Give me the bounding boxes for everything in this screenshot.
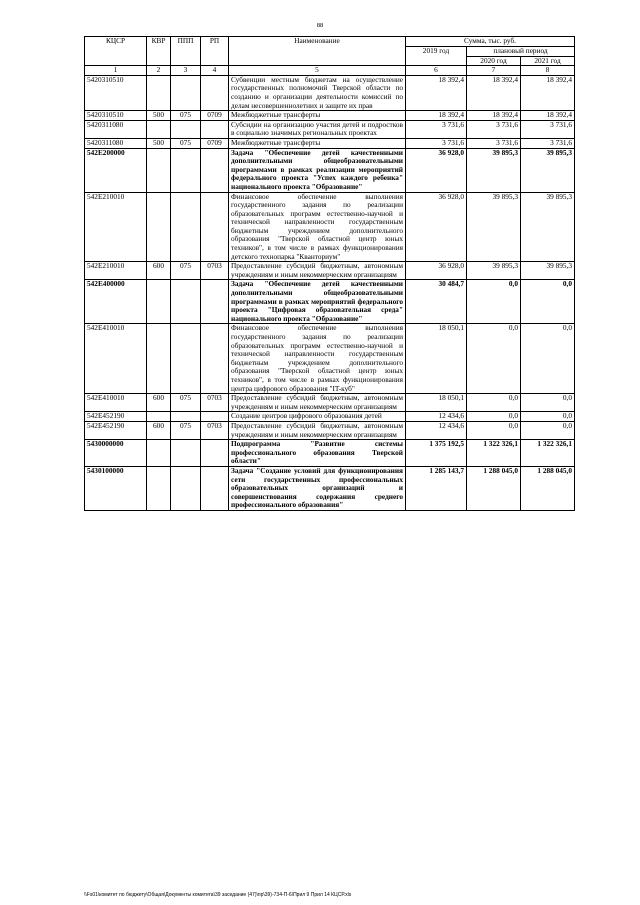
sum-2021-cell: 0,0 — [521, 324, 575, 394]
sum-2020-cell: 18 392,4 — [467, 111, 521, 121]
table-row — [85, 394, 575, 412]
kvr-cell — [147, 412, 171, 422]
kcsr-cell: 542E452190 — [85, 412, 147, 422]
ppp-cell: 075 — [171, 394, 201, 412]
sum-2020-cell: 0,0 — [467, 421, 521, 439]
kvr-cell — [147, 324, 171, 394]
kvr-cell — [147, 75, 171, 110]
kcsr-cell: 5430000000 — [85, 440, 147, 467]
sum-2019-cell: 3 731,6 — [406, 138, 467, 148]
name-cell: Субвенции местным бюджетам на осуществление государственных полномочий Тверской области по созданию и организации деятельности комиссий по делам несовершеннолетних и защите их прав — [229, 75, 406, 110]
header-sum-title: Сумма, тыс. руб. — [406, 37, 575, 47]
table-row — [85, 412, 575, 422]
kvr-cell: 600 — [147, 421, 171, 439]
rp-cell — [201, 412, 229, 422]
ppp-cell — [171, 466, 201, 510]
ppp-cell: 075 — [171, 138, 201, 148]
rp-cell: 0709 — [201, 111, 229, 121]
kcsr-cell: 5420310510 — [85, 75, 147, 110]
sum-2020-cell: 39 895,3 — [467, 192, 521, 262]
name-cell: Подпрограмма "Развитие системы профессионального образования Тверской области" — [229, 440, 406, 467]
sum-2019-cell: 30 484,7 — [406, 280, 467, 324]
kvr-cell — [147, 192, 171, 262]
kcsr-cell: 542E452190 — [85, 421, 147, 439]
kvr-cell: 500 — [147, 138, 171, 148]
sum-2019-cell: 1 285 143,7 — [406, 466, 467, 510]
kvr-cell — [147, 148, 171, 192]
kvr-cell — [147, 466, 171, 510]
ppp-cell — [171, 280, 201, 324]
header-year-2021: 2021 год — [521, 56, 575, 66]
sum-2020-cell: 18 392,4 — [467, 75, 521, 110]
ppp-cell — [171, 412, 201, 422]
sum-2021-cell: 0,0 — [521, 280, 575, 324]
ppp-cell — [171, 75, 201, 110]
header-rp: РП — [201, 37, 229, 66]
ppp-cell: 075 — [171, 262, 201, 280]
header-year-2020: 2020 год — [467, 56, 521, 66]
kcsr-cell: 5430100000 — [85, 466, 147, 510]
name-cell: Предоставление субсидий бюджетным, автономным учреждениям и иным некоммерческим организациям — [229, 394, 406, 412]
kvr-cell: 600 — [147, 394, 171, 412]
sum-2020-cell: 1 288 045,0 — [467, 466, 521, 510]
table-row — [85, 421, 575, 439]
table-row — [85, 280, 575, 324]
sum-2020-cell: 0,0 — [467, 394, 521, 412]
sum-2021-cell: 18 392,4 — [521, 111, 575, 121]
ppp-cell: 075 — [171, 421, 201, 439]
header-plan-period: плановый период — [467, 47, 575, 57]
sum-2019-cell: 12 434,6 — [406, 412, 467, 422]
sum-2019-cell: 18 050,1 — [406, 394, 467, 412]
sum-2020-cell: 0,0 — [467, 412, 521, 422]
table-row — [85, 262, 575, 280]
header-name: Наименование — [229, 37, 406, 66]
kcsr-cell: 542E410010 — [85, 394, 147, 412]
column-number: 1 — [85, 66, 147, 76]
table-row — [85, 440, 575, 467]
rp-cell: 0703 — [201, 262, 229, 280]
sum-2019-cell: 12 434,6 — [406, 421, 467, 439]
table-row — [85, 148, 575, 192]
sum-2021-cell: 3 731,6 — [521, 120, 575, 138]
budget-table — [84, 36, 575, 511]
sum-2019-cell: 18 392,4 — [406, 75, 467, 110]
rp-cell: 0703 — [201, 421, 229, 439]
sum-2021-cell: 0,0 — [521, 421, 575, 439]
kcsr-cell: 542E200000 — [85, 148, 147, 192]
ppp-cell — [171, 120, 201, 138]
name-cell: Задача "Создание условий для функционирования сети государственных профессиональных образовательных организаций и совершенствования содержания среднего профессионального образования" — [229, 466, 406, 510]
sum-2019-cell: 1 375 192,5 — [406, 440, 467, 467]
name-cell: Предоставление субсидий бюджетным, автономным учреждениям и иным некоммерческим организациям — [229, 421, 406, 439]
table-row — [85, 466, 575, 510]
kvr-cell — [147, 440, 171, 467]
sum-2021-cell: 0,0 — [521, 394, 575, 412]
rp-cell — [201, 466, 229, 510]
kvr-cell: 500 — [147, 111, 171, 121]
kcsr-cell: 542E210010 — [85, 192, 147, 262]
sum-2021-cell: 3 731,6 — [521, 138, 575, 148]
column-number: 2 — [147, 66, 171, 76]
rp-cell — [201, 75, 229, 110]
sum-2019-cell: 18 392,4 — [406, 111, 467, 121]
rp-cell: 0709 — [201, 138, 229, 148]
header-year-2019: 2019 год — [406, 47, 467, 66]
sum-2021-cell: 39 895,3 — [521, 148, 575, 192]
ppp-cell — [171, 324, 201, 394]
name-cell: Межбюджетные трансферты — [229, 111, 406, 121]
kvr-cell — [147, 280, 171, 324]
name-cell: Субсидии на организацию участия детей и подростков в социально значимых региональных проектах — [229, 120, 406, 138]
table-row — [85, 111, 575, 121]
column-number: 5 — [229, 66, 406, 76]
header-kvr: КВР — [147, 37, 171, 66]
kcsr-cell: 5420311080 — [85, 120, 147, 138]
ppp-cell — [171, 440, 201, 467]
sum-2021-cell: 1 288 045,0 — [521, 466, 575, 510]
sum-2021-cell: 18 392,4 — [521, 75, 575, 110]
rp-cell — [201, 192, 229, 262]
column-number: 6 — [406, 66, 467, 76]
sum-2021-cell: 39 895,3 — [521, 262, 575, 280]
table-row — [85, 324, 575, 394]
table-row — [85, 138, 575, 148]
ppp-cell: 075 — [171, 111, 201, 121]
kcsr-cell: 5420311080 — [85, 138, 147, 148]
page-number: 88 — [316, 22, 324, 29]
header-kcsr: КЦСР — [85, 37, 147, 66]
sum-2021-cell: 1 322 326,1 — [521, 440, 575, 467]
header-ppp: ППП — [171, 37, 201, 66]
file-path-footer: \\Fs01\комитет по бюджету\Общая\Документы комитета\39 заседание (47)\пр\39)-734-П-6\Прил 9 Прил 14 КЦСР.xls — [84, 892, 352, 898]
sum-2019-cell: 18 050,1 — [406, 324, 467, 394]
rp-cell — [201, 324, 229, 394]
kcsr-cell: 542E400000 — [85, 280, 147, 324]
rp-cell — [201, 440, 229, 467]
name-cell: Задача "Обеспечение детей качественными дополнительными общеобразовательными программами в рамках мероприятий федерального проекта "Цифровая образовательная среда" национального проекта "Образование" — [229, 280, 406, 324]
name-cell: Предоставление субсидий бюджетным, автономным учреждениям и иным некоммерческим организациям — [229, 262, 406, 280]
name-cell: Создание центров цифрового образования детей — [229, 412, 406, 422]
name-cell: Межбюджетные трансферты — [229, 138, 406, 148]
table-row — [85, 75, 575, 110]
column-number: 3 — [171, 66, 201, 76]
sum-2019-cell: 36 928,0 — [406, 192, 467, 262]
rp-cell — [201, 120, 229, 138]
kcsr-cell: 542E210010 — [85, 262, 147, 280]
sum-2021-cell: 39 895,3 — [521, 192, 575, 262]
sum-2020-cell: 0,0 — [467, 280, 521, 324]
budget-table-body — [85, 75, 575, 510]
rp-cell — [201, 280, 229, 324]
rp-cell — [201, 148, 229, 192]
kcsr-cell: 542E410010 — [85, 324, 147, 394]
column-number: 8 — [521, 66, 575, 76]
name-cell: Финансовое обеспечение выполнения государственного задания по реализации образовательных программ естественно-научной и технической направленности государственным бюджетным учреждением дополнительного образования "Тверской областной центр юных техников", в том числе в рамках функционирования детского технопарка "Кванториум" — [229, 192, 406, 262]
sum-2020-cell: 3 731,6 — [467, 138, 521, 148]
ppp-cell — [171, 148, 201, 192]
sum-2019-cell: 36 928,0 — [406, 148, 467, 192]
name-cell: Финансовое обеспечение выполнения государственного задания по реализации образовательных программ естественно-научной и технической направленности государственным бюджетным учреждением дополнительного образования "Тверской областной центр юных техников", в том числе в рамках функционирования центра цифрового образования "IT-куб" — [229, 324, 406, 394]
sum-2019-cell: 3 731,6 — [406, 120, 467, 138]
table-row — [85, 120, 575, 138]
sum-2020-cell: 3 731,6 — [467, 120, 521, 138]
sum-2019-cell: 36 928,0 — [406, 262, 467, 280]
sum-2020-cell: 39 895,3 — [467, 262, 521, 280]
kcsr-cell: 5420310510 — [85, 111, 147, 121]
rp-cell: 0703 — [201, 394, 229, 412]
table-row — [85, 192, 575, 262]
kvr-cell — [147, 120, 171, 138]
sum-2020-cell: 39 895,3 — [467, 148, 521, 192]
sum-2020-cell: 1 322 326,1 — [467, 440, 521, 467]
sum-2020-cell: 0,0 — [467, 324, 521, 394]
sum-2021-cell: 0,0 — [521, 412, 575, 422]
ppp-cell — [171, 192, 201, 262]
name-cell: Задача "Обеспечение детей качественными дополнительными общеобразовательными программами в рамках реализации мероприятий федерального проекта "Успех каждого ребенка" национального проекта "Образование" — [229, 148, 406, 192]
column-number: 7 — [467, 66, 521, 76]
kvr-cell: 600 — [147, 262, 171, 280]
column-number: 4 — [201, 66, 229, 76]
